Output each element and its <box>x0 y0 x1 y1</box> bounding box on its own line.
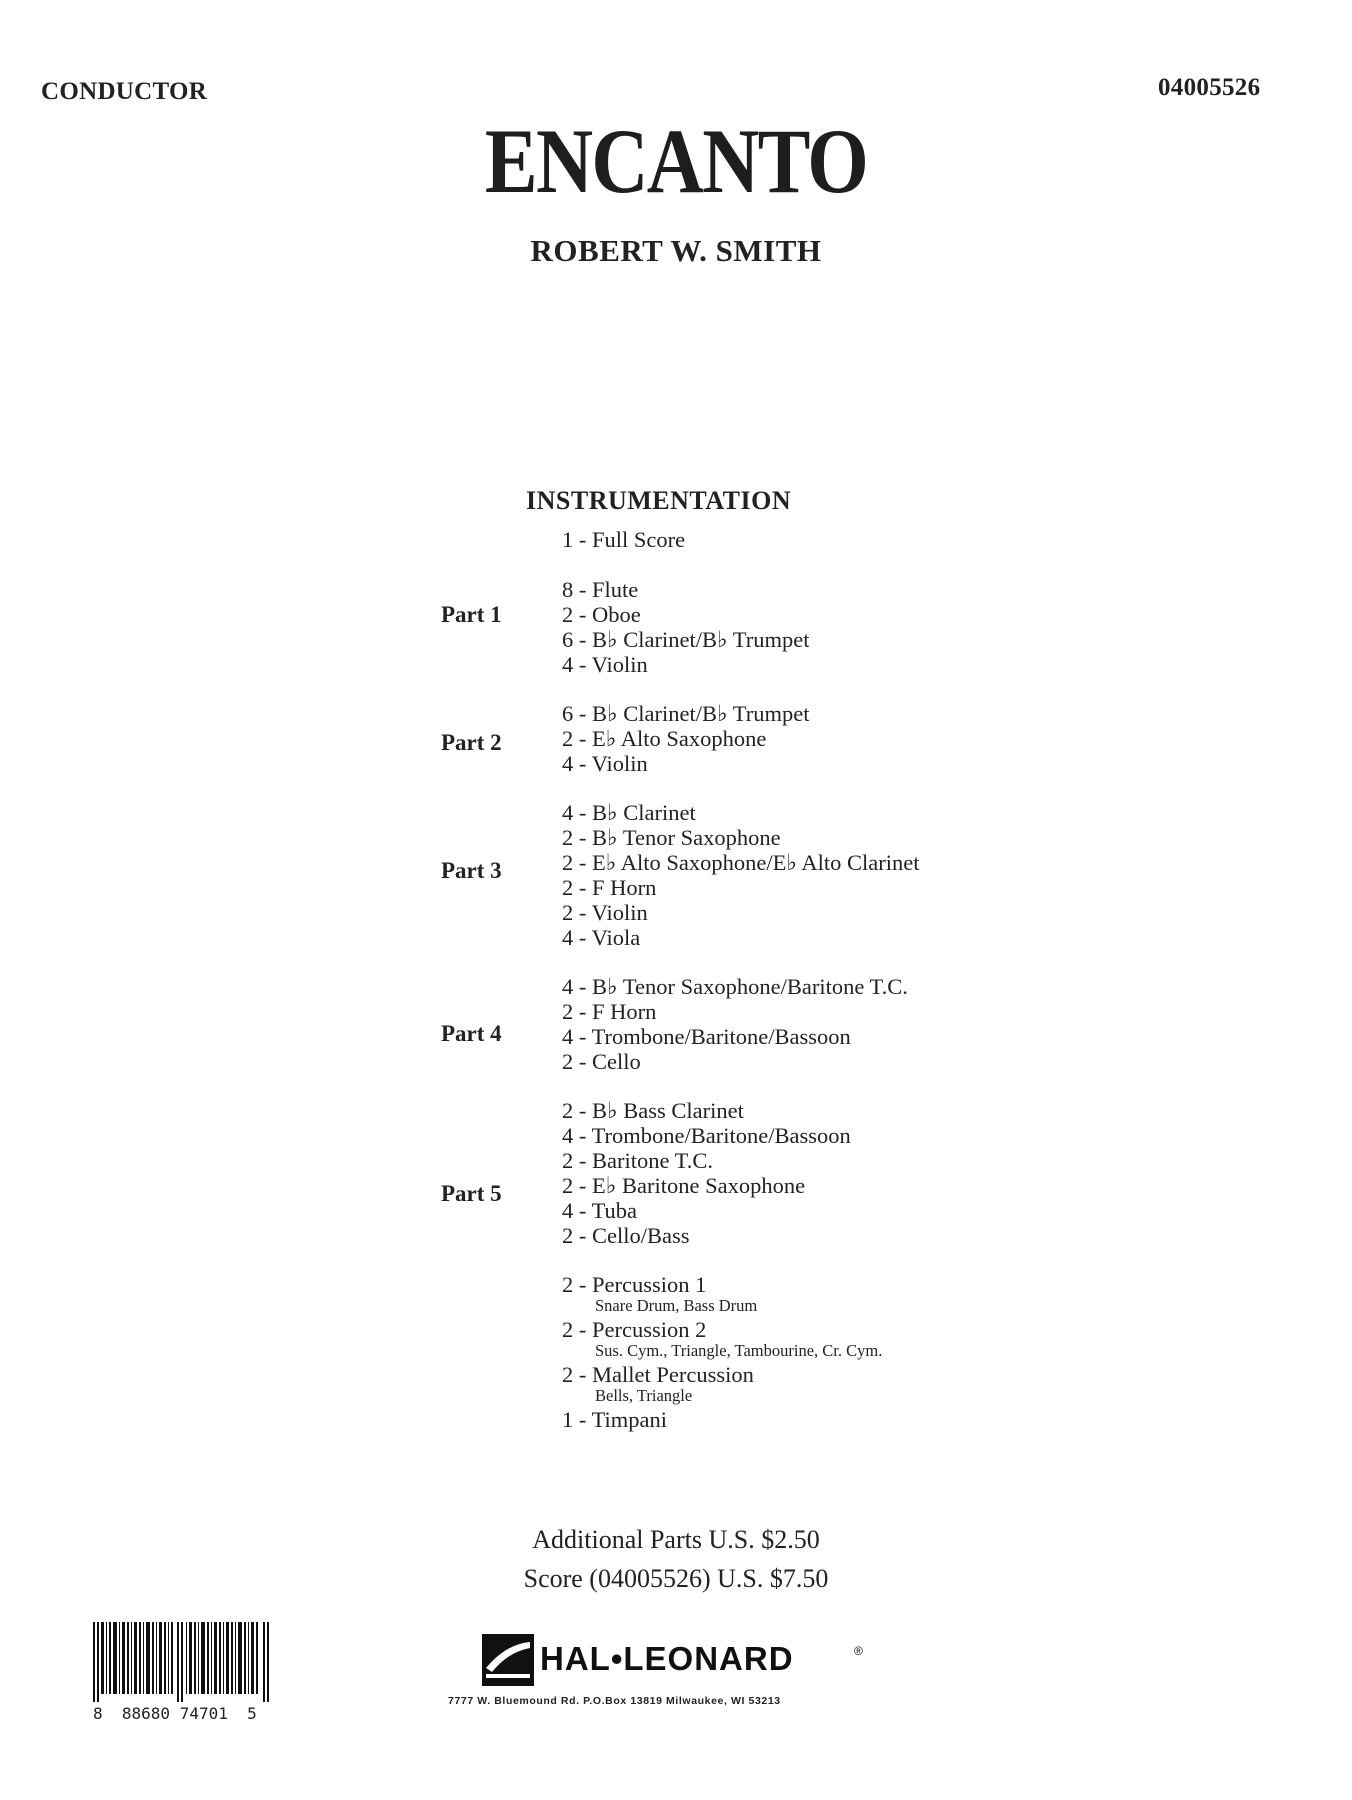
list-item: 2 - B♭ Tenor Saxophone <box>562 825 781 850</box>
part-1-label: Part 1 <box>441 602 502 627</box>
list-item: 2 - F Horn <box>562 875 657 900</box>
list-item: 4 - Trombone/Baritone/Bassoon <box>562 1123 851 1148</box>
full-score-item: 1 - Full Score <box>562 527 686 552</box>
part-3-label: Part 3 <box>441 858 502 883</box>
list-item: 2 - F Horn <box>562 999 657 1024</box>
list-item: 2 - B♭ Bass Clarinet <box>562 1098 744 1123</box>
list-item: 2 - E♭ Baritone Saxophone <box>562 1173 806 1198</box>
list-item: 2 - Mallet Percussion <box>562 1362 754 1387</box>
list-item: 4 - B♭ Clarinet <box>562 800 696 825</box>
publisher-name: HAL•LEONARD <box>540 1640 794 1677</box>
publisher-address: 7777 W. Bluemound Rd. P.O.Box 13819 Milwaukee, WI 53213 <box>448 1695 781 1707</box>
list-item: 1 - Timpani <box>562 1407 668 1432</box>
conductor-label: CONDUCTOR <box>41 78 208 105</box>
catalog-number: 04005526 <box>1158 74 1261 101</box>
score-price: Score (04005526) U.S. $7.50 <box>523 1564 829 1593</box>
list-item: 6 - B♭ Clarinet/B♭ Trumpet <box>562 701 810 726</box>
list-item: 2 - Percussion 2 <box>562 1317 707 1342</box>
barcode-icon <box>93 1622 271 1702</box>
list-item: 4 - Tuba <box>562 1198 638 1223</box>
list-item: 2 - Baritone T.C. <box>562 1148 714 1173</box>
list-item: 2 - Percussion 1 <box>562 1272 707 1297</box>
list-item: 2 - Violin <box>562 900 648 925</box>
list-item: 2 - Oboe <box>562 602 641 627</box>
hal-leonard-emblem-icon <box>482 1634 534 1686</box>
additional-parts-price: Additional Parts U.S. $2.50 <box>532 1525 820 1554</box>
list-item: 2 - Cello/Bass <box>562 1223 690 1248</box>
list-item: 4 - B♭ Tenor Saxophone/Baritone T.C. <box>562 974 908 999</box>
list-item: 8 - Flute <box>562 577 639 602</box>
list-item-detail: Bells, Triangle <box>595 1386 693 1405</box>
registered-mark: ® <box>854 1644 863 1658</box>
barcode-digits: 8 88680 74701 5 <box>93 1704 257 1723</box>
list-item: 2 - E♭ Alto Saxophone/E♭ Alto Clarinet <box>562 850 920 875</box>
part-4-label: Part 4 <box>441 1021 502 1046</box>
list-item: 4 - Viola <box>562 925 641 950</box>
list-item: 4 - Trombone/Baritone/Bassoon <box>562 1024 851 1049</box>
list-item-detail: Sus. Cym., Triangle, Tambourine, Cr. Cym. <box>595 1341 883 1360</box>
list-item: 4 - Violin <box>562 652 648 677</box>
part-2-label: Part 2 <box>441 730 502 755</box>
composer-name: ROBERT W. SMITH <box>530 233 822 268</box>
list-item: 2 - Cello <box>562 1049 641 1074</box>
page-title: ENCANTO <box>484 110 868 212</box>
instrumentation-heading: INSTRUMENTATION <box>526 486 792 515</box>
list-item-detail: Snare Drum, Bass Drum <box>595 1296 758 1315</box>
list-item: 6 - B♭ Clarinet/B♭ Trumpet <box>562 627 810 652</box>
list-item: 4 - Violin <box>562 751 648 776</box>
part-5-label: Part 5 <box>441 1181 502 1206</box>
list-item: 2 - E♭ Alto Saxophone <box>562 726 767 751</box>
publisher-logo <box>482 1634 872 1690</box>
